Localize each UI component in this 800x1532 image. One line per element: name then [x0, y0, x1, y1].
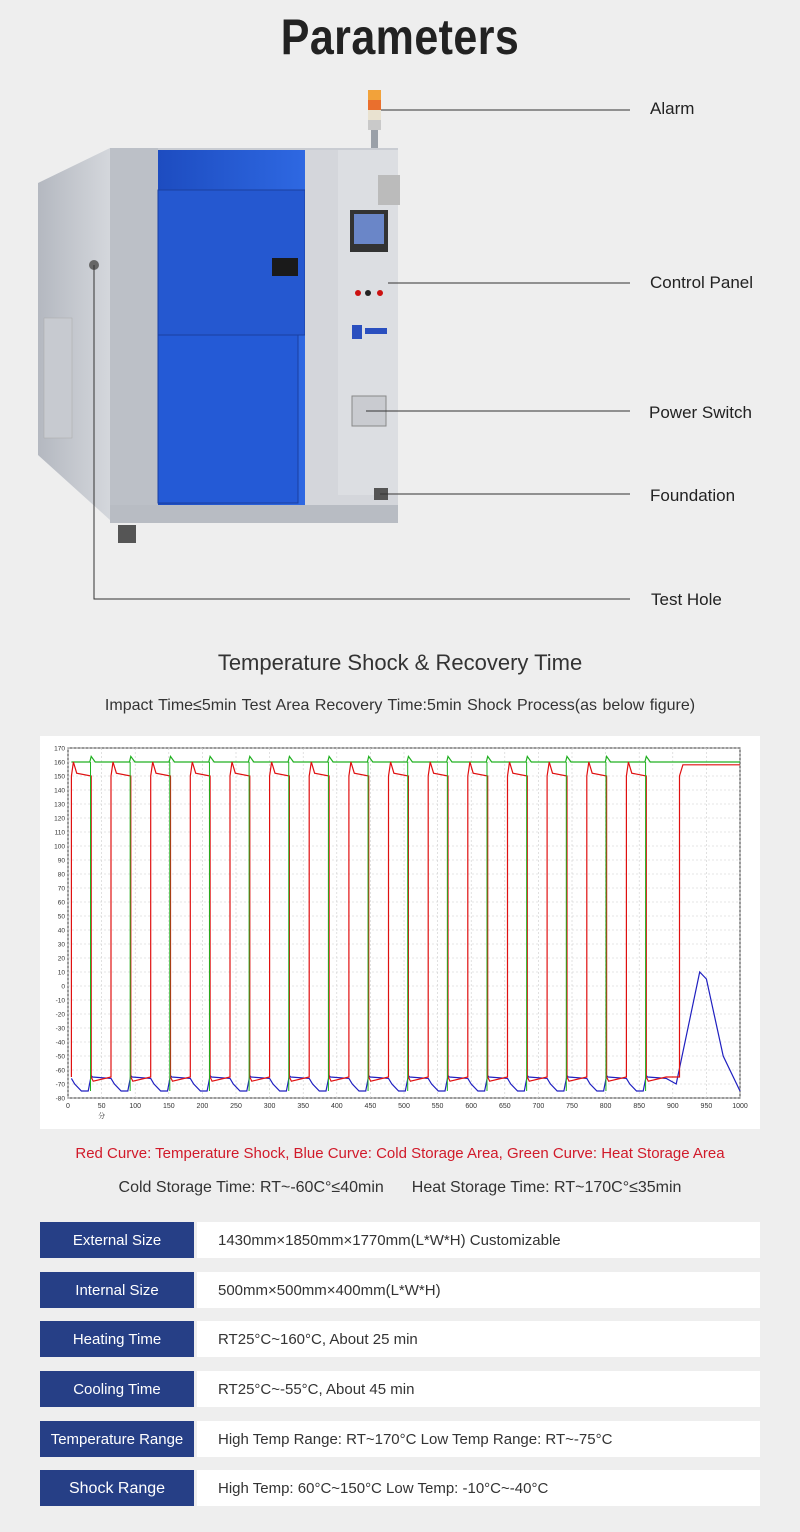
- y-tick-label: 80: [57, 871, 65, 879]
- x-tick-label: 650: [498, 1103, 511, 1110]
- spec-value: RT25°C~160°C, About 25 min: [197, 1321, 760, 1357]
- x-tick-label: 450: [364, 1103, 377, 1110]
- y-tick-label: 50: [57, 913, 65, 921]
- chart-legend: Red Curve: Temperature Shock, Blue Curve: Cold Storage Area, Green Curve: Heat Storage Area: [75, 1145, 725, 1162]
- y-tick-label: 20: [57, 955, 65, 963]
- y-tick-label: 90: [57, 857, 65, 865]
- x-tick-label: 250: [230, 1103, 242, 1110]
- spec-row: [40, 1321, 760, 1357]
- x-tick-label: 550: [431, 1103, 444, 1110]
- spec-label: External Size: [40, 1222, 194, 1258]
- y-tick-label: 70: [57, 885, 65, 893]
- impact-summary: Impact Time≤5min Test Area Recovery Time:5min Shock Process(as below figure): [104, 697, 696, 714]
- x-tick-label: 700: [532, 1103, 545, 1110]
- x-tick-label: 600: [465, 1103, 478, 1110]
- y-tick-label: -40: [55, 1039, 65, 1047]
- x-tick-label: 350: [297, 1103, 310, 1110]
- y-tick-label: 110: [54, 829, 65, 837]
- y-tick-label: 10: [57, 969, 65, 977]
- spec-row: [40, 1470, 760, 1506]
- y-tick-label: -60: [55, 1067, 65, 1075]
- callout-alarm: Alarm: [650, 99, 695, 118]
- callout-control-panel: Control Panel: [650, 273, 754, 292]
- y-tick-label: -70: [55, 1081, 65, 1089]
- y-tick-label: 100: [54, 843, 65, 851]
- x-tick-label: 0: [66, 1103, 70, 1110]
- x-tick-label: 100: [129, 1103, 142, 1110]
- x-tick-label: 150: [162, 1103, 175, 1110]
- spec-value: 500mm×500mm×400mm(L*W*H): [197, 1272, 760, 1308]
- spec-label: Shock Range: [40, 1470, 194, 1506]
- cold-storage-time: Cold Storage Time: RT~-60C°≤40min: [118, 1179, 384, 1196]
- spec-label: Internal Size: [40, 1272, 194, 1308]
- x-tick-label: 300: [263, 1103, 276, 1110]
- temperature-chart: [40, 736, 760, 1129]
- storage-times: [0, 1179, 800, 1197]
- y-tick-label: 150: [54, 773, 65, 781]
- spec-row: [40, 1371, 760, 1407]
- section-title: Temperature Shock & Recovery Time: [217, 650, 583, 675]
- y-tick-label: 30: [57, 941, 65, 949]
- y-tick-label: -50: [55, 1053, 65, 1061]
- spec-value: RT25°C~-55°C, About 45 min: [197, 1371, 760, 1407]
- y-tick-label: -10: [55, 997, 65, 1005]
- spec-value: 1430mm×1850mm×1770mm(L*W*H) Customizable: [197, 1222, 760, 1258]
- x-tick-label: 800: [599, 1103, 612, 1110]
- x-tick-label: 1000: [732, 1103, 748, 1110]
- x-tick-label: 850: [633, 1103, 646, 1110]
- spec-label: Cooling Time: [40, 1371, 194, 1407]
- callout-foundation: Foundation: [650, 486, 736, 505]
- x-tick-label: 50: [97, 1103, 106, 1110]
- x-axis-label: 分: [98, 1112, 106, 1120]
- y-tick-label: 130: [54, 801, 65, 809]
- x-tick-label: 500: [398, 1103, 410, 1110]
- callout-test-hole: Test Hole: [651, 590, 722, 609]
- product-illustration: [0, 80, 800, 630]
- spec-row: [40, 1272, 760, 1308]
- spec-label: Temperature Range: [40, 1421, 194, 1457]
- y-tick-label: 40: [57, 927, 65, 935]
- spec-label: Heating Time: [40, 1321, 194, 1357]
- y-tick-label: 0: [61, 983, 65, 991]
- y-tick-label: -30: [55, 1025, 65, 1033]
- x-tick-label: 400: [330, 1103, 343, 1110]
- heat-storage-time: Heat Storage Time: RT~170C°≤35min: [411, 1179, 682, 1196]
- y-tick-label: -20: [55, 1011, 65, 1019]
- chart-container: [40, 736, 760, 1129]
- x-tick-label: 900: [666, 1103, 679, 1110]
- x-tick-label: 200: [196, 1103, 209, 1110]
- spec-value: High Temp Range: RT~170°C Low Temp Range: RT~-75°C: [197, 1421, 760, 1457]
- x-tick-label: 750: [566, 1103, 578, 1110]
- y-tick-label: 140: [54, 787, 65, 795]
- spec-row: [40, 1421, 760, 1457]
- spec-row: [40, 1222, 760, 1258]
- callout-power-switch: Power Switch: [649, 403, 752, 422]
- y-tick-label: 160: [54, 759, 65, 767]
- y-tick-label: 120: [54, 815, 65, 823]
- y-tick-label: -80: [55, 1095, 65, 1103]
- y-tick-label: 170: [54, 745, 65, 753]
- page-title: Parameters: [280, 9, 520, 65]
- spec-value: High Temp: 60°C~150°C Low Temp: -10°C~-40°C: [197, 1470, 760, 1506]
- y-tick-label: 60: [57, 899, 65, 907]
- x-tick-label: 950: [700, 1103, 713, 1110]
